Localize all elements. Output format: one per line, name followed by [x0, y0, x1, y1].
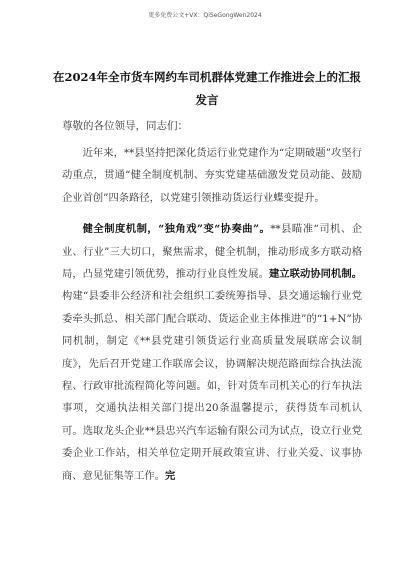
document-body: [62, 142, 362, 487]
paragraph-mechanism: [62, 218, 362, 487]
section-text: **县瞄准“司机、企业、行业”三大切口，聚焦需求，健全机制，推动形成多方联动格局，凸显党建引领优势，推动行业良性发展。: [62, 223, 362, 281]
document-title: 在2024年全市货车网约车司机群体党建工作推进会上的汇报发言: [52, 70, 361, 107]
subsection-text: 构建“县委非公经济和社会组织工委统筹指导、县交通运输行业党委牵头抓总、相关部门配合联动、货运企业主体推进”的“1+N”协同机制，制定《**县党建引领货运行业高质量发展联席会议制度》，先后召开党建工作联席会议，协调解决规范路面综合执法流程、行政审批流程简化等问题。如，针对货车司机关心的行车执法事项，交通执法相关部门提出20条温馨提示，获得货车司机认可。选取龙头企业**县忠兴汽车运输有限公司为试点，设立行业党委企业工作站，相关单位定期开展政策宣讲、行业关爱、议事协商、意见征集等工作。: [62, 290, 362, 482]
page-header: 更多免费公文+VX：QiSeGongWen2024: [148, 12, 262, 19]
subsection-heading: 建立联动协同机制。: [268, 268, 363, 281]
greeting: 尊敬的各位领导，同志们：: [62, 120, 188, 132]
paragraph-intro: 近年来，**县坚持把深化货运行业党建作为“定期破题”攻坚行动重点，贯通“健全制度机制、夯实党建基础激发党员动能、鼓励企业首创”四条路径，以党建引领推动货运行业蝶变提升。: [62, 147, 362, 204]
trailing-bold-text: 完: [164, 469, 176, 482]
section-heading: 健全制度机制，“独角戏”变“协奏曲”。: [82, 223, 271, 236]
